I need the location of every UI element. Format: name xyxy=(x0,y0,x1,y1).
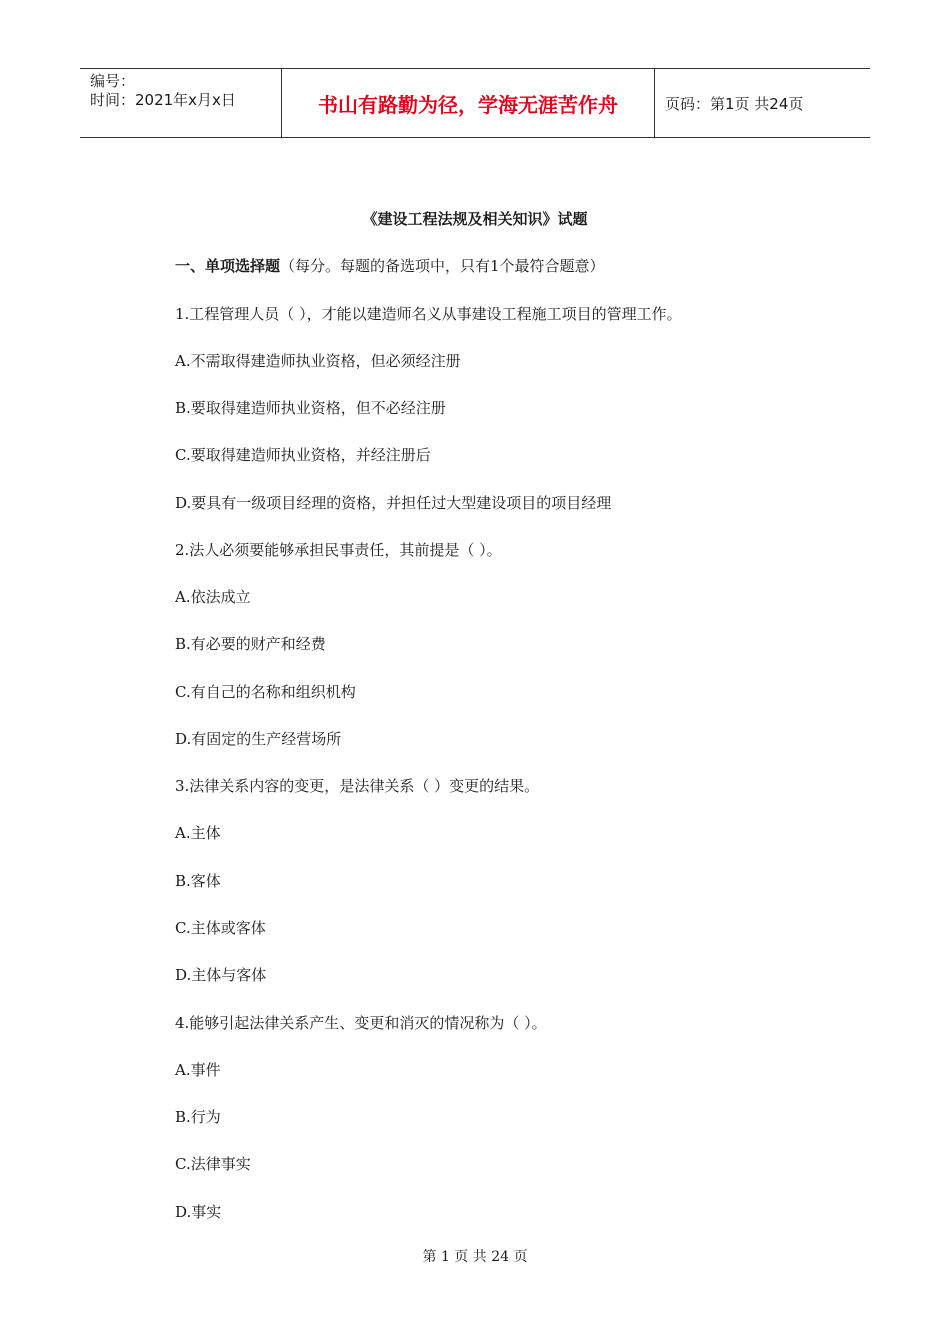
option-line: A.不需取得建造师执业资格，但必须经注册 xyxy=(175,352,461,370)
page-footer: 第 1 页 共 24 页 xyxy=(422,1249,528,1265)
option-line: A.依法成立 xyxy=(175,588,251,606)
option-line: C.法律事实 xyxy=(175,1155,251,1173)
section-note: （每分。每题的备选项中，只有1个最符合题意） xyxy=(280,257,605,275)
time-label: 时间：2021年x月x日 xyxy=(90,91,236,109)
section-heading-label: 一、单项选择题 xyxy=(175,257,281,275)
option-line: B.有必要的财产和经费 xyxy=(175,635,326,653)
option-line: B.客体 xyxy=(175,872,221,890)
option-line: A.事件 xyxy=(175,1061,221,1079)
number-label: 编号： xyxy=(90,72,136,90)
option-line: B.要取得建造师执业资格，但不必经注册 xyxy=(175,399,446,417)
option-line: B.行为 xyxy=(175,1108,221,1126)
option-line: C.主体或客体 xyxy=(175,919,266,937)
option-line: D.要具有一级项目经理的资格，并担任过大型建设项目的项目经理 xyxy=(175,494,612,512)
option-line: D.有固定的生产经营场所 xyxy=(175,730,342,748)
page-header xyxy=(80,68,870,138)
document-title: 《建设工程法规及相关知识》试题 xyxy=(362,210,588,228)
option-line: A.主体 xyxy=(175,824,221,842)
section-heading xyxy=(175,255,605,276)
header-motto: 书山有路勤为径，学海无涯苦作舟 xyxy=(281,69,655,137)
question-line: 1.工程管理人员（ ），才能以建造师名义从事建设工程施工项目的管理工作。 xyxy=(175,305,682,323)
question-line: 4.能够引起法律关系产生、变更和消灭的情况称为（ ）。 xyxy=(175,1014,547,1032)
option-line: C.要取得建造师执业资格，并经注册后 xyxy=(175,446,431,464)
question-line: 2.法人必须要能够承担民事责任，其前提是（ ）。 xyxy=(175,541,502,559)
option-line: D.事实 xyxy=(175,1203,222,1221)
header-page-info: 页码：第1页 共24页 xyxy=(665,94,804,113)
header-left xyxy=(80,69,281,137)
question-line: 3.法律关系内容的变更，是法律关系（ ）变更的结果。 xyxy=(175,777,540,795)
option-line: D.主体与客体 xyxy=(175,966,267,984)
option-line: C.有自己的名称和组织机构 xyxy=(175,683,356,701)
